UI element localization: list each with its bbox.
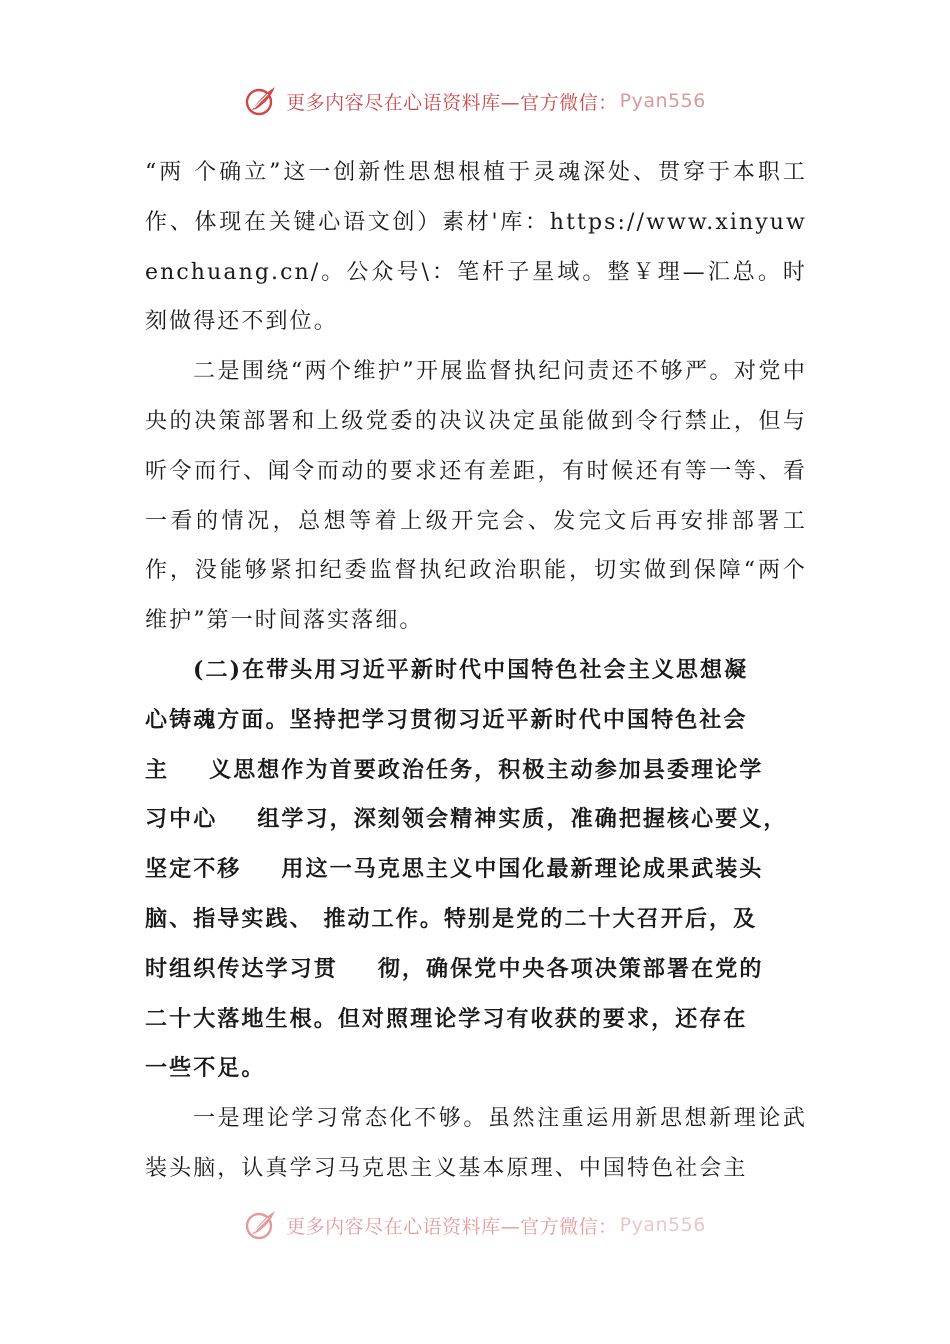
watermark-id: Pyan556	[619, 1214, 706, 1236]
footer-watermark	[0, 1208, 950, 1242]
document-body	[145, 148, 807, 1194]
watermark-id: Pyan556	[619, 90, 706, 112]
line-1: (二)在带头用习近平新时代中国特色社会主义思想凝	[193, 656, 749, 683]
line-9: 一些不足。	[145, 1055, 266, 1082]
quill-pen-logo-icon	[244, 1208, 278, 1242]
line-3a: 主	[145, 756, 170, 783]
paragraph-2: 二是围绕“两个维护”开展监督执纪问责还不够严。对党中央的决策部署和上级党委的决议决定虽能做到令行禁止，但与听令而行、闻令而动的要求还有差距，有时候还有等一等、看一看的情况，总想等着上级开完会、发完文后再安排部署工作，没能够紧扣纪委监督执纪政治职能，切实做到保障“两个维护”第一时间落实落细。	[145, 359, 807, 634]
watermark-text: 更多内容尽在心语资料库—官方微信：	[286, 91, 618, 114]
line-2: 心铸魂方面。坚持把学习贯彻习近平新时代中国特色社会	[145, 706, 748, 733]
line-8: 二十大落地生根。但对照理论学习有收获的要求，还存在	[145, 1005, 748, 1032]
line-3b: 义思想作为首要政治任务，积极主动参加县委理论学	[209, 756, 764, 783]
line-7a: 时组织传达学习贯	[145, 955, 338, 982]
line-4a: 习中心	[145, 806, 218, 833]
line-5a: 坚定不移	[145, 856, 242, 883]
quill-pen-logo-icon	[244, 84, 278, 118]
line-7b: 彻，确保党中央各项决策部署在党的	[377, 955, 764, 982]
line-6: 脑、指导实践、 推动工作。特别是党的二十大召开后，及	[145, 905, 758, 932]
section-heading-paragraph	[145, 646, 807, 1094]
paragraph-1: “两 个确立”这一创新性思想根植于灵魂深处、贯穿于本职工作、体现在关键心语文创）素材'库：https://www.xinyuwenchuang.cn/。公众号\：笔杆子星域。整￥理—汇总。时刻做得还不到位。	[145, 160, 807, 335]
header-watermark	[0, 84, 950, 118]
paragraph-4: 一是理论学习常态化不够。虽然注重运用新思想新理论武装头脑，认真学习马克思主义基本原理、中国特色社会主	[145, 1106, 807, 1181]
line-5b: 用这一马克思主义中国化最新理论成果武装头	[281, 856, 764, 883]
line-4b: 组学习，深刻领会精神实质，准确把握核心要义，	[257, 806, 788, 833]
watermark-text: 更多内容尽在心语资料库—官方微信：	[286, 1215, 618, 1238]
